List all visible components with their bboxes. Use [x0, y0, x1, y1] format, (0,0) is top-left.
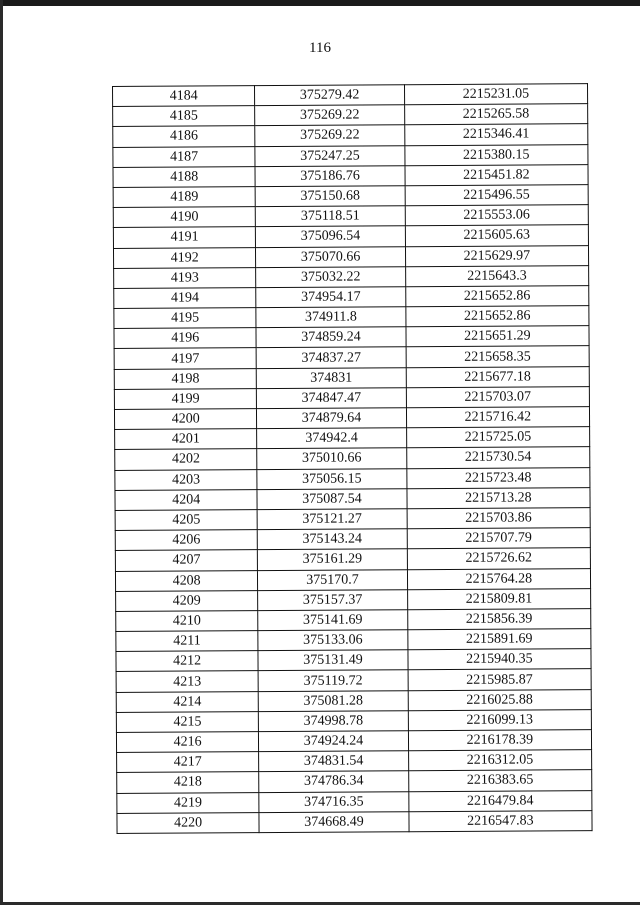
point-id-cell	[114, 388, 256, 409]
cell-text: 375269.22	[299, 107, 360, 124]
point-id-cell	[117, 792, 259, 813]
y-coordinate-cell	[406, 366, 589, 387]
cell-text: 4203	[172, 472, 201, 488]
cell-text: 374879.64	[301, 410, 362, 426]
cell-text: 2215553.06	[463, 207, 530, 224]
cell-text: 4200	[171, 411, 200, 427]
cell-text: 2215677.18	[464, 369, 531, 385]
cell-text: 2216099.13	[466, 712, 534, 728]
point-id-cell	[113, 247, 255, 268]
cell-text: 2215496.55	[463, 187, 530, 203]
table-row	[116, 730, 591, 753]
x-coordinate-cell	[258, 650, 408, 671]
x-coordinate-cell	[257, 408, 407, 429]
cell-text: 375118.51	[300, 208, 360, 225]
y-coordinate-cell	[408, 750, 591, 771]
coordinate-table-body	[113, 84, 593, 834]
y-coordinate-cell	[408, 649, 591, 670]
cell-text: 2215231.05	[462, 86, 530, 102]
table-row	[114, 366, 589, 389]
y-coordinate-cell	[409, 790, 592, 811]
cell-text: 375121.27	[302, 511, 362, 527]
y-coordinate-cell	[406, 326, 589, 347]
x-coordinate-cell	[257, 529, 407, 550]
cell-text: 375157.37	[302, 592, 363, 608]
point-id-cell	[114, 409, 256, 430]
table-row	[116, 608, 591, 631]
x-coordinate-cell	[257, 488, 407, 509]
y-coordinate-cell	[406, 346, 589, 367]
table-row	[115, 528, 590, 551]
point-id-cell	[116, 711, 258, 732]
cell-text: 375096.54	[300, 228, 361, 245]
point-id-cell	[113, 106, 255, 127]
cell-text: 2216178.39	[466, 732, 534, 748]
cell-text: 2215891.69	[465, 631, 533, 648]
cell-text: 4186	[169, 128, 198, 145]
cell-text: 2215265.58	[462, 106, 530, 123]
point-id-cell	[113, 166, 255, 187]
x-coordinate-cell	[257, 428, 407, 449]
cell-text: 4190	[170, 209, 199, 225]
table-row	[113, 164, 588, 187]
cell-text: 2215652.86	[463, 288, 531, 304]
cell-text: 374831	[310, 370, 353, 386]
cell-text: 2216479.84	[466, 793, 534, 809]
x-coordinate-cell	[258, 670, 408, 691]
y-coordinate-cell	[407, 467, 590, 488]
cell-text: 4207	[172, 552, 201, 569]
cell-text: 375186.76	[300, 168, 360, 184]
y-coordinate-cell	[408, 709, 591, 730]
cell-text: 2216025.88	[466, 692, 533, 708]
cell-text: 2215764.28	[465, 571, 533, 587]
cell-text: 4217	[173, 754, 202, 770]
table-row	[116, 629, 591, 652]
cell-text: 2215703.86	[465, 510, 532, 526]
y-coordinate-cell	[409, 810, 592, 831]
cell-text: 4189	[170, 189, 199, 205]
x-coordinate-cell	[257, 448, 407, 469]
y-coordinate-cell	[405, 285, 588, 306]
cell-text: 375056.15	[302, 471, 362, 487]
cell-text: 375133.06	[303, 632, 363, 648]
point-id-cell	[117, 752, 259, 773]
point-id-cell	[116, 631, 258, 652]
table-row	[115, 568, 590, 591]
y-coordinate-cell	[404, 124, 587, 145]
y-coordinate-cell	[406, 447, 589, 468]
y-coordinate-cell	[406, 407, 589, 428]
x-coordinate-cell	[259, 751, 409, 772]
cell-text: 4201	[171, 431, 200, 447]
point-id-cell	[113, 126, 255, 147]
point-id-cell	[115, 429, 257, 450]
cell-text: 2215346.41	[462, 126, 530, 143]
cell-text: 375170.7	[306, 572, 359, 588]
cell-text: 2215730.54	[464, 449, 532, 466]
y-coordinate-cell	[405, 164, 588, 185]
table-row	[113, 205, 588, 228]
table-row	[115, 467, 590, 490]
cell-text: 374998.78	[303, 713, 364, 729]
x-coordinate-cell	[255, 125, 405, 146]
y-coordinate-cell	[407, 588, 590, 609]
y-coordinate-cell	[405, 205, 588, 226]
y-coordinate-cell	[408, 669, 591, 690]
table-row	[113, 144, 588, 167]
y-coordinate-cell	[407, 608, 590, 629]
x-coordinate-cell	[255, 85, 405, 106]
x-coordinate-cell	[256, 226, 406, 247]
cell-text: 374859.24	[301, 329, 361, 346]
table-row	[116, 709, 591, 732]
x-coordinate-cell	[256, 307, 406, 328]
cell-text: 4185	[169, 108, 198, 124]
cell-text: 4220	[174, 815, 203, 831]
x-coordinate-cell	[257, 509, 407, 530]
cell-text: 2215380.15	[462, 147, 530, 163]
cell-text: 4194	[170, 290, 199, 306]
cell-text: 375161.29	[302, 551, 363, 568]
cell-text: 375119.72	[303, 673, 363, 689]
cell-text: 374847.47	[301, 390, 362, 406]
x-coordinate-cell	[258, 549, 408, 570]
cell-text: 375279.42	[299, 87, 360, 103]
cell-text: 2215856.39	[465, 611, 533, 627]
point-id-cell	[113, 207, 255, 228]
cell-text: 374942.4	[305, 430, 358, 447]
x-coordinate-cell	[256, 327, 406, 348]
cell-text: 374837.27	[301, 350, 361, 366]
y-coordinate-cell	[405, 265, 588, 286]
cell-text: 4204	[172, 492, 201, 508]
x-coordinate-cell	[255, 165, 405, 186]
y-coordinate-cell	[408, 770, 591, 791]
table-row	[117, 770, 592, 793]
point-id-cell	[115, 550, 257, 571]
cell-text: 374668.49	[304, 814, 364, 830]
cell-text: 4213	[173, 673, 202, 690]
point-id-cell	[115, 469, 257, 490]
point-id-cell	[115, 449, 257, 470]
cell-text: 4193	[170, 270, 199, 286]
cell-text: 4211	[173, 633, 201, 649]
table-row	[115, 508, 590, 531]
cell-text: 4196	[171, 330, 200, 346]
x-coordinate-cell	[259, 711, 409, 732]
x-coordinate-cell	[259, 791, 409, 812]
x-coordinate-cell	[258, 630, 408, 651]
table-row	[113, 104, 588, 127]
y-coordinate-cell	[405, 185, 588, 206]
cell-text: 375269.22	[300, 127, 360, 144]
point-id-cell	[113, 227, 255, 248]
cell-text: 374716.35	[304, 794, 364, 810]
x-coordinate-cell	[255, 145, 405, 166]
point-id-cell	[114, 348, 256, 369]
cell-text: 4188	[170, 169, 199, 185]
cell-text: 374924.24	[303, 733, 364, 749]
x-coordinate-cell	[258, 690, 408, 711]
y-coordinate-cell	[407, 548, 590, 569]
cell-text: 4219	[173, 795, 203, 811]
cell-text: 2216312.05	[466, 752, 534, 769]
y-coordinate-cell	[406, 306, 589, 327]
cell-text: 375032.22	[300, 269, 361, 285]
cell-text: 375010.66	[301, 450, 362, 467]
y-coordinate-cell	[406, 427, 589, 448]
y-coordinate-cell	[405, 245, 588, 266]
cell-text: 4202	[171, 451, 200, 468]
cell-text: 4218	[173, 774, 202, 791]
cell-text: 4215	[173, 714, 202, 730]
table-row	[115, 487, 590, 510]
point-id-cell	[115, 530, 257, 551]
cell-text: 4206	[172, 532, 201, 548]
point-id-cell	[116, 691, 258, 712]
table-row	[114, 326, 589, 349]
table-row	[114, 407, 589, 430]
coordinate-table	[112, 83, 593, 834]
cell-text: 375087.54	[302, 491, 362, 507]
point-id-cell	[114, 328, 256, 349]
x-coordinate-cell	[256, 347, 406, 368]
cell-text: 2216383.65	[466, 772, 534, 789]
table-row	[114, 386, 589, 409]
cell-text: 375070.66	[300, 249, 361, 265]
scan-border-top	[0, 0, 640, 6]
x-coordinate-cell	[258, 610, 408, 631]
cell-text: 2215707.79	[465, 530, 532, 547]
cell-text: 2215451.82	[463, 167, 530, 183]
cell-text: 4198	[171, 371, 200, 387]
table-row	[117, 750, 592, 773]
cell-text: 4210	[172, 613, 201, 629]
page-number: 116	[309, 40, 331, 56]
x-coordinate-cell	[255, 186, 405, 207]
table-row	[114, 265, 589, 288]
point-id-cell	[116, 732, 258, 753]
y-coordinate-cell	[405, 144, 588, 165]
y-coordinate-cell	[404, 104, 587, 125]
cell-text: 374831.54	[303, 753, 364, 770]
x-coordinate-cell	[256, 206, 406, 227]
table-row	[115, 548, 590, 571]
cell-text: 2215716.42	[464, 409, 532, 425]
point-id-cell	[116, 671, 258, 692]
cell-text: 2216547.83	[467, 813, 534, 829]
cell-text: 375141.69	[302, 612, 363, 628]
y-coordinate-cell	[405, 225, 588, 246]
cell-text: 375247.25	[300, 148, 360, 164]
x-coordinate-cell	[257, 367, 407, 388]
cell-text: 374911.8	[304, 309, 357, 325]
x-coordinate-cell	[256, 287, 406, 308]
cell-text: 2215725.05	[464, 429, 532, 446]
table-row	[116, 689, 591, 712]
y-coordinate-cell	[407, 508, 590, 529]
y-coordinate-cell	[407, 568, 590, 589]
table-row	[117, 810, 592, 833]
table-row	[113, 124, 588, 147]
table-row	[114, 346, 589, 369]
x-coordinate-cell	[259, 771, 409, 792]
cell-text: 2215940.35	[466, 651, 533, 668]
point-id-cell	[114, 267, 256, 288]
x-coordinate-cell	[258, 589, 408, 610]
table-row	[114, 306, 589, 329]
cell-text: 2215658.35	[464, 348, 531, 365]
x-coordinate-cell	[259, 731, 409, 752]
x-coordinate-cell	[259, 811, 409, 832]
table-row	[113, 185, 588, 208]
cell-text: 4184	[169, 88, 198, 104]
cell-text: 4191	[170, 229, 199, 246]
table-row	[114, 285, 589, 308]
cell-text: 375131.49	[303, 652, 363, 669]
y-coordinate-cell	[408, 730, 591, 751]
x-coordinate-cell	[258, 569, 408, 590]
cell-text: 2215703.07	[464, 389, 532, 405]
table-row	[117, 790, 592, 813]
cell-text: 375081.28	[303, 693, 364, 709]
point-id-cell	[114, 287, 256, 308]
x-coordinate-cell	[257, 388, 407, 409]
point-id-cell	[114, 368, 256, 389]
cell-text: 4216	[173, 734, 202, 750]
cell-text: 4209	[172, 593, 201, 609]
point-id-cell	[116, 651, 258, 672]
table-row	[116, 669, 591, 692]
cell-text: 2215723.48	[464, 470, 532, 486]
cell-text: 375143.24	[302, 531, 363, 548]
x-coordinate-cell	[256, 246, 406, 267]
cell-text: 4199	[171, 391, 200, 407]
cell-text: 2215605.63	[463, 227, 531, 244]
point-id-cell	[113, 146, 255, 167]
y-coordinate-cell	[407, 487, 590, 508]
scan-border-left	[0, 0, 3, 905]
cell-text: 2215985.87	[466, 671, 533, 688]
table-row	[113, 225, 588, 248]
cell-text: 4208	[172, 573, 201, 589]
point-id-cell	[116, 590, 258, 611]
cell-text: 4212	[173, 653, 202, 669]
point-id-cell	[115, 489, 257, 510]
cell-text: 2215652.86	[463, 308, 531, 325]
y-coordinate-cell	[406, 386, 589, 407]
cell-text: 4214	[173, 694, 202, 710]
point-id-cell	[116, 610, 258, 631]
table-row	[113, 84, 588, 107]
cell-text: 375150.68	[300, 188, 360, 204]
x-coordinate-cell	[256, 266, 406, 287]
table-row	[115, 447, 590, 470]
cell-text: 2215651.29	[464, 328, 531, 345]
point-id-cell	[113, 86, 255, 107]
cell-text: 4205	[172, 512, 201, 528]
table-row	[116, 588, 591, 611]
cell-text: 2215809.81	[465, 591, 533, 607]
cell-text: 2215726.62	[465, 550, 533, 567]
cell-text: 2215629.97	[463, 248, 531, 264]
x-coordinate-cell	[257, 468, 407, 489]
x-coordinate-cell	[255, 105, 405, 126]
y-coordinate-cell	[407, 528, 590, 549]
table-row	[115, 427, 590, 450]
cell-text: 2215643.3	[467, 268, 527, 284]
point-id-cell	[113, 187, 255, 208]
table-row	[113, 245, 588, 268]
y-coordinate-cell	[408, 689, 591, 710]
point-id-cell	[117, 812, 259, 833]
cell-text: 2215713.28	[465, 490, 532, 506]
cell-text: 4197	[171, 351, 200, 367]
point-id-cell	[115, 570, 257, 591]
point-id-cell	[114, 308, 256, 329]
cell-text: 4192	[170, 250, 199, 266]
y-coordinate-cell	[404, 84, 587, 105]
y-coordinate-cell	[408, 629, 591, 650]
point-id-cell	[115, 510, 257, 531]
cell-text: 4187	[170, 149, 199, 165]
cell-text: 374786.34	[303, 773, 364, 790]
cell-text: 374954.17	[300, 289, 361, 305]
cell-text: 4195	[171, 310, 200, 326]
table-row	[116, 649, 591, 672]
point-id-cell	[117, 772, 259, 793]
